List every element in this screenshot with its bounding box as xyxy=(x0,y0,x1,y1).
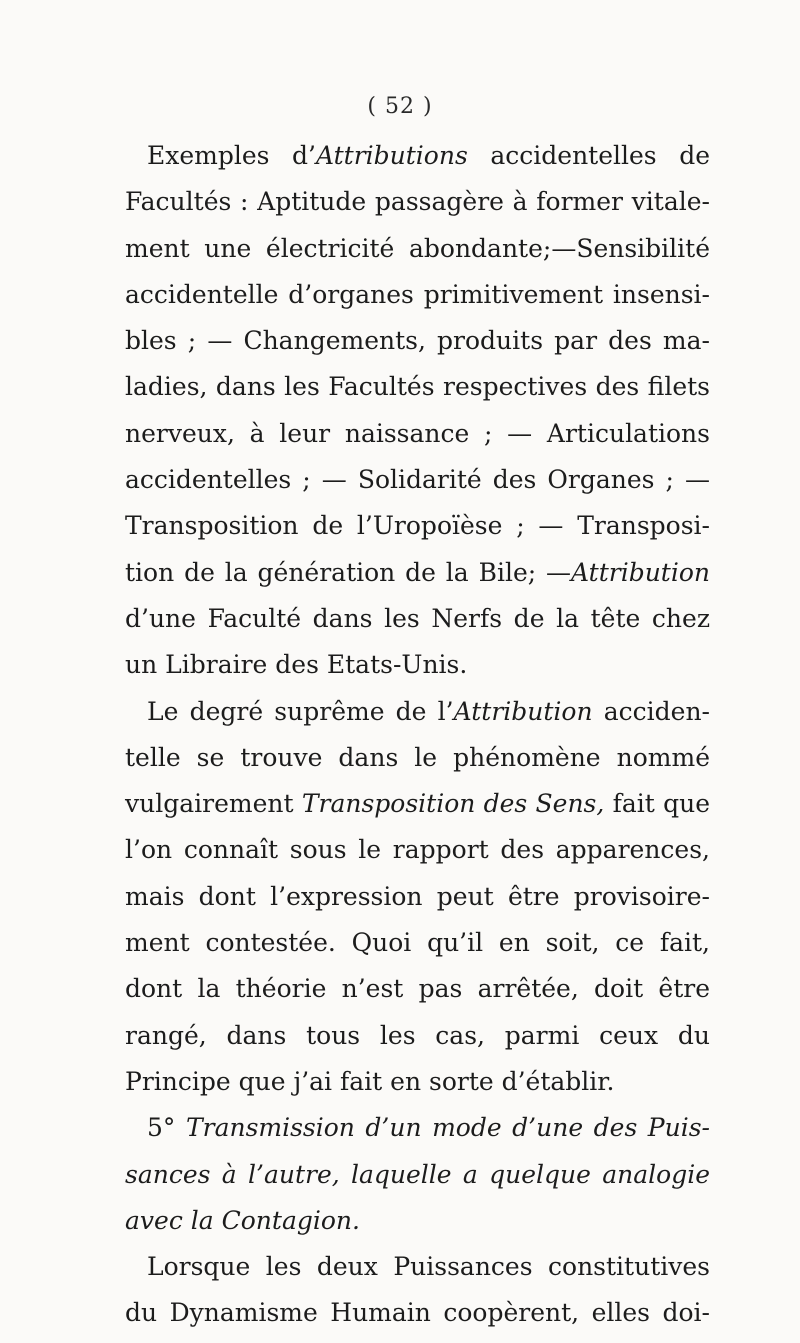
text-line xyxy=(125,503,710,549)
text-line xyxy=(125,827,710,873)
text-segment: nerveux, à leur naissance ; — Articulations xyxy=(125,418,710,448)
text-segment: du Dynamisme Humain coopèrent, elles doi- xyxy=(125,1298,710,1328)
text-line xyxy=(125,781,710,827)
page-number: ( 52 ) xyxy=(367,94,433,119)
text-segment: accidentelle d’organes primitivement insensi- xyxy=(125,279,710,309)
italic-text: Attributions xyxy=(316,141,468,170)
body-text xyxy=(125,133,710,1337)
text-segment: vulgairement xyxy=(125,789,302,819)
text-segment: ment une électricité abondante;—Sensibilité xyxy=(125,233,710,263)
text-line xyxy=(125,920,710,966)
text-line xyxy=(125,179,710,225)
text-segment: telle se trouve dans le phénomène nommé xyxy=(125,742,710,772)
text-segment: accidentelles de xyxy=(467,141,710,170)
text-line xyxy=(125,689,710,735)
text-line xyxy=(125,874,710,920)
italic-text: avec la Contagion. xyxy=(125,1205,360,1235)
text-line xyxy=(125,966,710,1012)
text-line xyxy=(125,1244,710,1290)
text-line xyxy=(125,550,710,596)
text-line xyxy=(125,226,710,272)
text-segment: un Libraire des Etats-Unis. xyxy=(125,650,468,680)
text-line xyxy=(125,1059,710,1105)
text-segment: mais dont l’expression peut être provisoire- xyxy=(125,881,710,911)
italic-text: Transposition des Sens, xyxy=(301,789,605,819)
text-line xyxy=(125,1290,710,1336)
text-line xyxy=(125,411,710,457)
text-segment: Lorsque les deux Puissances constitutives xyxy=(147,1252,710,1282)
text-segment: ment contestée. Quoi qu’il en soit, ce fait, xyxy=(125,928,710,958)
text-line xyxy=(125,1152,710,1198)
text-segment: accidentelles ; — Solidarité des Organes ; — xyxy=(125,465,710,495)
text-line xyxy=(125,596,710,642)
italic-text: Attribution xyxy=(453,696,593,726)
text-segment: acciden- xyxy=(592,696,710,726)
text-segment: dont la théorie n’est pas arrêtée, doit être xyxy=(125,974,710,1004)
text-line xyxy=(125,735,710,781)
text-line xyxy=(125,457,710,503)
text-segment: Facultés : Aptitude passagère à former vitale- xyxy=(125,187,710,217)
text-segment: 5° xyxy=(147,1113,186,1143)
text-segment: Transposition de l’Uropoïèse ; — Transposi- xyxy=(125,511,710,541)
text-segment: l’on connaît sous le rapport des apparences, xyxy=(125,835,710,865)
text-segment: fait que xyxy=(604,789,711,819)
text-segment: Exemples d’ xyxy=(147,141,316,170)
text-segment: Le degré suprême de l’ xyxy=(147,696,454,726)
text-segment: tion de la génération de la Bile; — xyxy=(125,557,572,587)
text-line xyxy=(125,1198,710,1244)
text-line xyxy=(125,642,710,688)
text-line xyxy=(125,1013,710,1059)
text-line xyxy=(125,1105,710,1151)
italic-text: Attribution xyxy=(571,557,710,587)
text-segment: rangé, dans tous les cas, parmi ceux du xyxy=(125,1020,710,1050)
italic-text: Transmission d’un mode d’une des Puis- xyxy=(185,1113,710,1143)
text-segment: bles ; — Changements, produits par des ma- xyxy=(125,326,710,356)
italic-text: sances à l’autre, laquelle a quelque analogie xyxy=(125,1159,710,1189)
text-line xyxy=(125,272,710,318)
text-line xyxy=(125,364,710,410)
text-segment: Principe que j’ai fait en sorte d’établir. xyxy=(125,1066,615,1096)
text-line xyxy=(125,133,710,179)
text-line xyxy=(125,318,710,364)
text-segment: d’une Faculté dans les Nerfs de la tête chez xyxy=(125,603,710,633)
text-segment: ladies, dans les Facultés respectives des filets xyxy=(125,372,710,402)
